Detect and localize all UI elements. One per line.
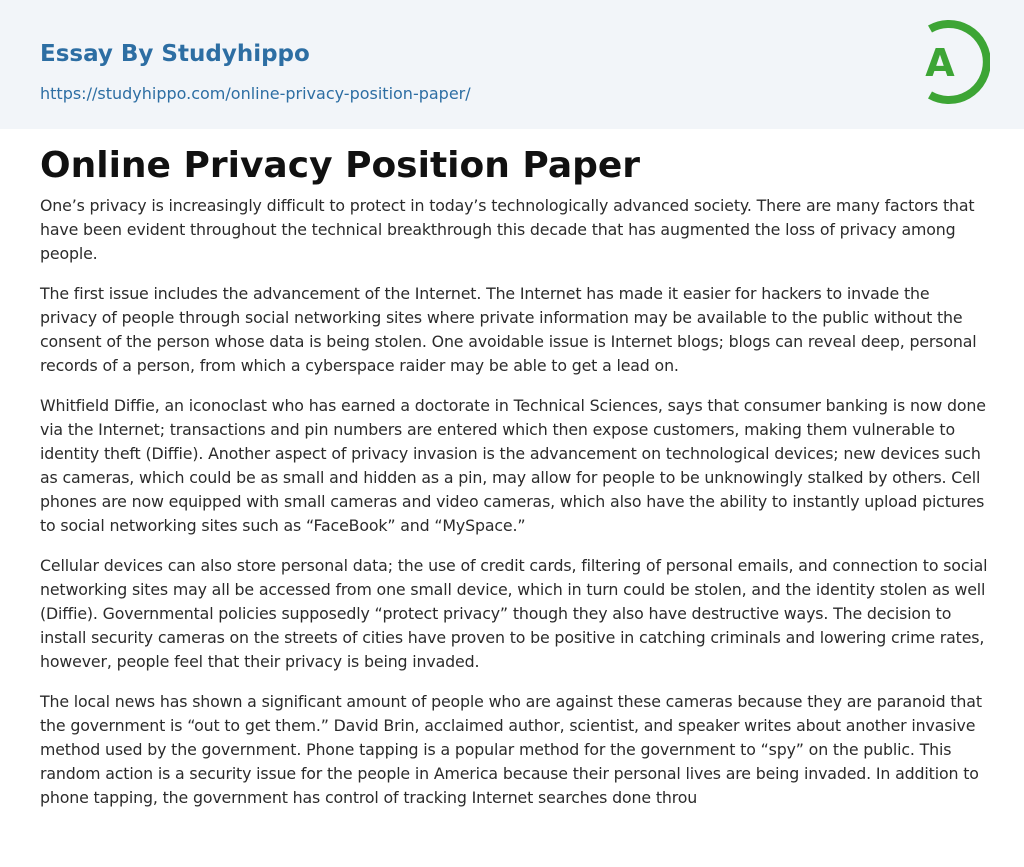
- source-url-link[interactable]: https://studyhippo.com/online-privacy-position-paper/: [40, 84, 471, 103]
- logo-icon: [906, 17, 990, 107]
- page-title: Online Privacy Position Paper: [40, 145, 641, 186]
- essay-body: [40, 194, 988, 826]
- paragraph-4: Cellular devices can also store personal data; the use of credit cards, filtering of personal emails, and connection to social networking sites may all be accessed from one small device, which in turn could be stolen, and the identity stolen as well (Diffie). Governmental policies supposedly “protect privacy” though they also have destructive ways. The decision to install security cameras on the streets of cities have proven to be positive in catching criminals and lowering crime rates, however, people feel that their privacy is being invaded.: [40, 556, 988, 671]
- paragraph-5: The local news has shown a significant amount of people who are against these cameras because they are paranoid that the government is “out to get them.” David Brin, acclaimed author, scientist, and speaker writes about another invasive method used by the government. Phone tapping is a popular method for the government to “spy” on the public. This random action is a security issue for the people in America because their personal lives are being invaded. In addition to phone tapping, the government has control of tracking Internet searches done throu: [40, 692, 982, 807]
- site-header: [0, 0, 1024, 129]
- paragraph-1: One’s privacy is increasingly difficult to protect in today’s technologically advanced society. There are many factors that have been evident throughout the technical breakthrough this decade that has augmented the loss of privacy among people.: [40, 196, 975, 263]
- brand-title: Essay By Studyhippo: [40, 41, 310, 67]
- paragraph-3: Whitfield Diffie, an iconoclast who has earned a doctorate in Technical Sciences, says that consumer banking is now done via the Internet; transactions and pin numbers are entered which then expose customers, making them vulnerable to identity theft (Diffie). Another aspect of privacy invasion is the advancement on technological devices; new devices such as cameras, which could be as small and hidden as a pin, may allow for people to be unknowingly stalked by others. Cell phones are now equipped with small cameras and video cameras, which also have the ability to instantly upload pictures to social networking sites such as “FaceBook” and “MySpace.”: [40, 396, 986, 535]
- paragraph-2: The first issue includes the advancement of the Internet. The Internet has made it easier for hackers to invade the privacy of people through social networking sites where private information may be available to the public without the consent of the person whose data is being stolen. One avoidable issue is Internet blogs; blogs can reveal deep, personal records of a person, from which a cyberspace raider may be able to get a lead on.: [40, 284, 977, 375]
- logo-letter: A: [925, 41, 955, 85]
